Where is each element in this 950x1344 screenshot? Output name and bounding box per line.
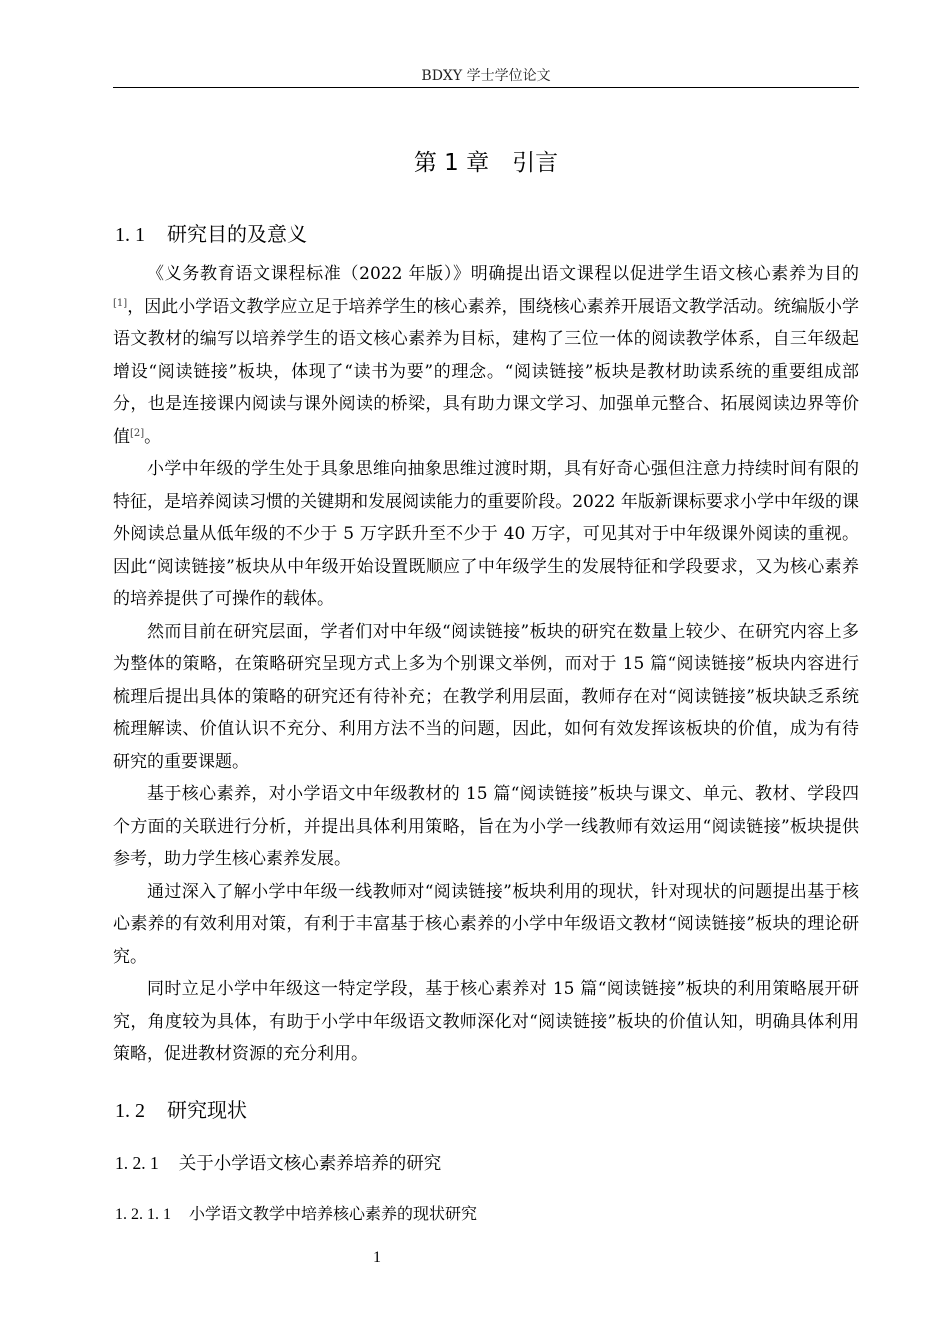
body-paragraph [113, 876, 859, 974]
body-paragraph [113, 453, 859, 616]
chapter-title: 第 1 章 引言 [413, 150, 559, 176]
paragraph-text: 然而目前在研究层面，学者们对中年级“阅读链接”板块的研究在数量上较少、在研究内容上多为整体的策略，在策略研究呈现方式上多为个别课文举例，而对于 15 篇“阅读链接”板块内容进行梳理后提出具体的策略的研究还有待补充；在教学利用层面，教师存在对“阅读链接”板块缺乏系统梳理解读、价值认识不充分、利用方法不当的问题，因此，如何有效发挥该板块的价值，成为有待研究的重要课题。 [113, 621, 859, 772]
paragraph-text: 通过深入了解小学中年级一线教师对“阅读链接”板块利用的现状，针对现状的问题提出基于核心素养的有效利用对策，有利于丰富基于核心素养的小学中年级语文教材“阅读链接”板块的理论研究。 [113, 881, 859, 967]
header-rule [113, 87, 859, 88]
paragraph-text: 《义务教育语文课程标准（2022 年版）》明确提出语文课程以促进学生语文核心素养为目的 [147, 264, 859, 284]
running-header: BDXY 学士学位论文 [421, 68, 551, 84]
body-text [113, 258, 859, 1071]
section-title: 小学语文教学中培养核心素养的现状研究 [189, 1204, 478, 1223]
section-title: 研究现状 [167, 1098, 247, 1122]
section-title: 研究目的及意义 [167, 222, 307, 246]
body-paragraph [113, 973, 859, 1071]
paragraph-text: 同时立足小学中年级这一特定学段，基于核心素养对 15 篇“阅读链接”板块的利用策略展开研究，角度较为具体，有助于小学中年级语文教师深化对“阅读链接”板块的价值认知，明确具体利用策略，促进教材资源的充分利用。 [113, 979, 859, 1064]
citation-marker: [1] [113, 297, 128, 309]
section-number: 1. 1 [115, 224, 145, 246]
page-number: 1 [373, 1249, 381, 1266]
body-paragraph [113, 258, 859, 453]
section-number: 1. 2 [115, 1100, 145, 1122]
section-number: 1. 2. 1. 1 [115, 1206, 171, 1223]
section-title: 关于小学语文核心素养培养的研究 [178, 1154, 442, 1174]
paragraph-text: 。 [144, 426, 162, 447]
paragraph-text: 基于核心素养，对小学语文中年级教材的 15 篇“阅读链接”板块与课文、单元、教材、学段四个方面的关联进行分析，并提出具体利用策略，旨在为小学一线教师有效运用“阅读链接”板块提供参考，助力学生核心素养发展。 [113, 784, 859, 869]
body-paragraph [113, 778, 859, 876]
subsubsection-heading-1-2-1-1 [115, 1201, 477, 1228]
section-heading-1-2 [115, 1095, 247, 1126]
body-paragraph [113, 616, 859, 779]
citation-marker: [2] [130, 427, 145, 439]
paragraph-text: 小学中年级的学生处于具象思维向抽象思维过渡时期，具有好奇心强但注意力持续时间有限的特征，是培养阅读习惯的关键期和发展阅读能力的重要阶段。2022 年版新课标要求小学中年级的课外阅读总量从低年级的不少于 5 万字跃升至不少于 40 万字，可见其对于中年级课外阅读的重视。因此“阅读链接”板块从中年级开始设置既顺应了中年级学生的发展特征和学段要求，又为核心素养的培养提供了可操作的载体。 [113, 459, 859, 609]
section-heading-1-1 [115, 219, 307, 250]
subsection-heading-1-2-1 [115, 1149, 441, 1178]
paragraph-text: ，因此小学语文教学应立足于培养学生的核心素养，围绕核心素养开展语文教学活动。统编版小学语文教材的编写以培养学生的语文核心素养为目标，建构了三位一体的阅读教学体系，自三年级起增设“阅读链接”板块，体现了“读书为要”的理念。“阅读链接”板块是教材助读系统的重要组成部分，也是连接课内阅读与课外阅读的桥梁，具有助力课文学习、加强单元整合、拓展阅读边界等价值 [113, 296, 859, 447]
section-number: 1. 2. 1 [115, 1153, 159, 1173]
